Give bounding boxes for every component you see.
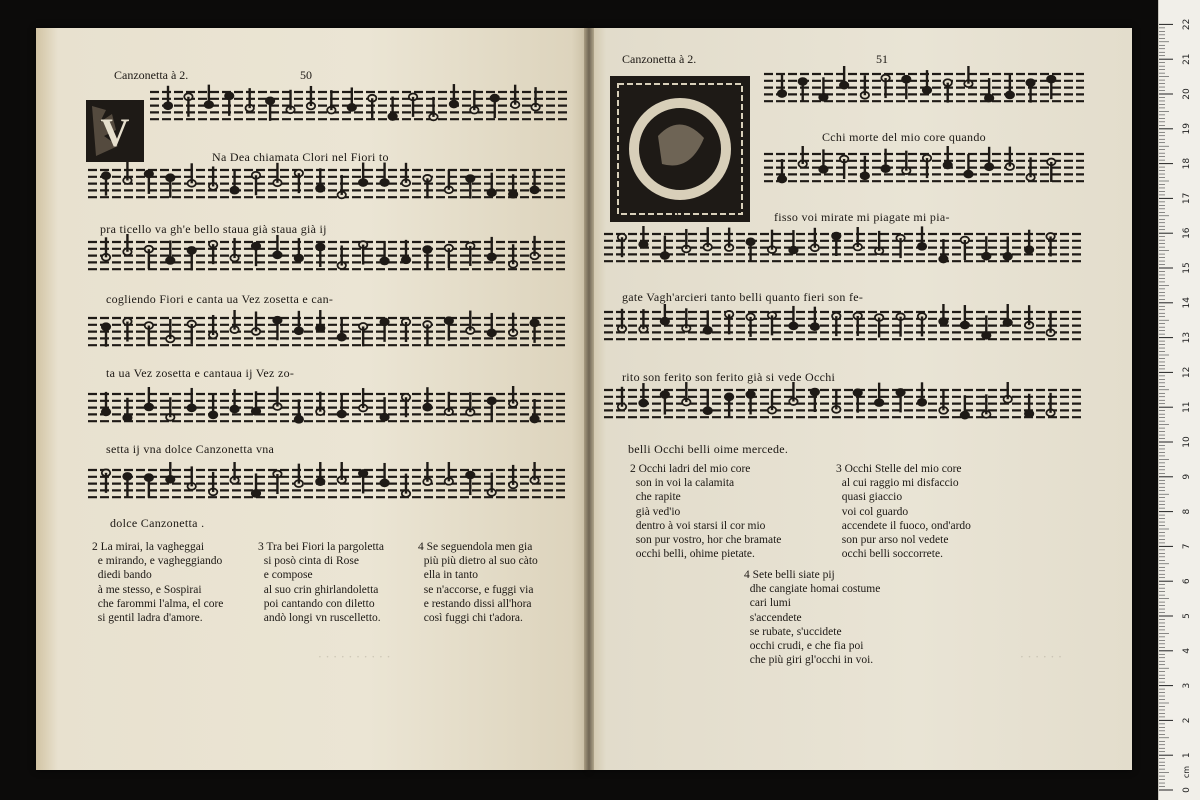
- ruler-label: 14: [1182, 297, 1192, 309]
- ruler-label: 21: [1182, 53, 1192, 65]
- ruler-label: 2: [1182, 717, 1192, 724]
- lyric-line: setta ij vna dolce Canzonetta vna: [106, 442, 275, 456]
- ruler-unit: cm: [1182, 765, 1191, 779]
- bleed-through-text: · · · · · · · · · ·: [318, 650, 391, 664]
- lyric-line: Na Dea chiamata Clori nel Fiori to: [212, 150, 389, 164]
- initial-letter-left: V: [100, 110, 130, 155]
- ruler-label: 0: [1182, 787, 1192, 793]
- decorated-initial-right: [610, 76, 750, 222]
- verse-block: 4 Se seguendola men gia più più dietro al suo càto ella in tanto se n'accorse, e fuggi via e restando dissi all'hora così fuggi chi t'adora.: [418, 541, 538, 625]
- lyric-line: gate Vagh'arcieri tanto belli quanto fieri son fe-: [622, 290, 864, 304]
- book-gutter: [584, 28, 594, 770]
- ruler-label: 4: [1182, 647, 1192, 654]
- ruler-label: 5: [1182, 613, 1192, 619]
- decorated-initial-left: [86, 100, 144, 162]
- ruler-label: 7: [1182, 543, 1192, 550]
- right-page-header: Canzonetta à 2.: [622, 52, 697, 66]
- ruler-label: 17: [1182, 192, 1192, 205]
- lyric-line: ta ua Vez zosetta e cantaua ij Vez zo-: [106, 366, 295, 380]
- bleed-through-text: · · · · · ·: [1020, 650, 1062, 664]
- music-staff: [604, 382, 1084, 432]
- verse-block: 2 Occhi ladri del mio core son in voi la calamita che rapite già ved'io dentro à voi starsi il cor mio son pur vostro, hor che bramate occhi belli, ohime pietate.: [630, 463, 782, 561]
- ruler-label: 13: [1182, 331, 1192, 344]
- music-staff: [88, 162, 568, 212]
- ruler-label: 9: [1182, 473, 1192, 480]
- ruler-label: 18: [1182, 157, 1192, 170]
- verse-block: 2 La mirai, la vagheggai e mirando, e vagheggiando diedi bando à me stesso, e Sospirai che farommi l'alma, el core si gentil ladra d'amore.: [92, 541, 224, 625]
- ruler-label: 20: [1182, 88, 1192, 100]
- ruler-label: 8: [1182, 508, 1192, 515]
- ruler-label: 15: [1182, 262, 1192, 274]
- lyric-line: belli Occhi belli oime mercede.: [628, 442, 789, 456]
- initial-letter-right: O: [676, 208, 684, 219]
- left-page-number: 50: [300, 68, 312, 82]
- left-page-header: Canzonetta à 2.: [114, 68, 189, 82]
- music-staff: [604, 226, 1084, 276]
- measuring-ruler: [1158, 0, 1200, 800]
- lyric-line: cogliendo Fiori e canta ua Vez zosetta e can-: [106, 292, 334, 306]
- ruler-label: 19: [1182, 123, 1192, 135]
- lyric-line: rito son ferito son ferito già si vede Occhi: [622, 370, 836, 384]
- music-staff: [88, 462, 568, 512]
- ruler-label: 6: [1182, 578, 1192, 585]
- right-page-number: 51: [876, 52, 888, 66]
- music-staff: [764, 66, 1084, 116]
- music-staff: [88, 386, 568, 436]
- ruler-label: 12: [1182, 366, 1192, 379]
- ruler-label: 3: [1182, 682, 1192, 689]
- ruler-label: 16: [1182, 227, 1192, 239]
- ruler-label: 11: [1182, 401, 1192, 413]
- music-staff: [764, 146, 1084, 196]
- verse-block: 3 Occhi Stelle del mio core al cui raggio mi disfaccio quasi giaccio voi col guardo accendete il fuoco, ond'ardo son pur arso nol vedete occhi belli soccorrete.: [836, 463, 971, 561]
- ruler-ticks: [1159, 0, 1200, 800]
- verse-block: 4 Sete belli siate pij dhe cangiate homai costume cari lumi s'accendete se rubate, s'uccidete occhi crudi, e che fia poi che più giri gl'occhi in voi.: [744, 569, 881, 667]
- music-staff: [604, 304, 1084, 354]
- music-staff: [88, 310, 568, 360]
- lyric-line: dolce Canzonetta .: [110, 516, 205, 530]
- lyric-line: Cchi morte del mio core quando: [822, 130, 986, 144]
- ruler-label: 22: [1182, 18, 1192, 31]
- music-staff: [88, 234, 568, 284]
- lyric-line: fisso voi mirate mi piagate mi pia-: [774, 210, 950, 224]
- music-staff: [150, 84, 568, 134]
- verse-block: 3 Tra bei Fiori la pargoletta si posò cinta di Rose e compose al suo crin ghirlandoletta poi cantando con diletto andò longi vn ruscelletto.: [258, 541, 384, 625]
- ruler-label: 10: [1182, 436, 1192, 448]
- ruler-label: 1: [1182, 752, 1192, 759]
- lyric-line: pra ticello va gh'e bello staua già staua già ij: [100, 222, 327, 236]
